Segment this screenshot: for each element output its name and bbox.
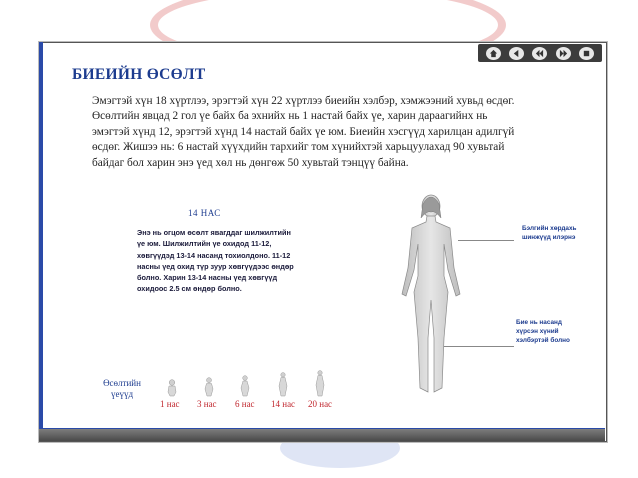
previous-button[interactable] — [509, 47, 524, 60]
stage-label-4: 14 нас — [271, 399, 296, 409]
rewind-icon — [535, 49, 544, 58]
home-icon — [489, 49, 498, 58]
stage-label-2: 3 нас — [197, 399, 217, 409]
stage-figure-3 — [239, 375, 251, 397]
annotation-line-top — [458, 240, 514, 241]
stage-label-1: 1 нас — [160, 399, 180, 409]
stage-figure-2 — [203, 377, 215, 397]
age-description: Энэ нь огцом өсөлт явагддаг шилжилтийн үе юм. Шилжилтийн үе охидод 11-12, хөвгүүдэд 13-14 насанд тохиолдоно. 11-12 насны үед охид түр зуур хөвгүүдээс өндөр болно. Харин 13-14 насны үед хөвгүүд охидоос 2.5 см өндөр болно. — [137, 228, 294, 294]
body-figure — [398, 188, 464, 398]
annotation-line-bottom — [444, 346, 514, 347]
bottom-bar — [39, 428, 605, 441]
rewind-button[interactable] — [532, 47, 547, 60]
growth-stages-title: Өсөлтийн үеүүд — [103, 378, 141, 399]
navigation-toolbar — [478, 44, 602, 62]
previous-icon — [512, 49, 521, 58]
stage-figure-1 — [166, 379, 178, 397]
home-button[interactable] — [486, 47, 501, 60]
fast-forward-button[interactable] — [556, 47, 571, 60]
fast-forward-icon — [559, 49, 568, 58]
stop-icon — [582, 49, 591, 58]
stage-label-3: 6 нас — [235, 399, 255, 409]
annotation-top: Бэлгийн хөрдахь шинжүүд илэрнэ — [522, 225, 577, 242]
intro-paragraph: Эмэгтэй хүн 18 хүртлээ, эрэгтэй хүн 22 хүртлээ биеийн хэлбэр, хэмжээний хувьд өсдөг. Өсөлтийн явцад 2 гол үе байх ба эхнийх нь 1 настай байх үе, харин дараагийнх нь эмэгтэй хүнд 12, эрэгтэй хүнд 14 настай байх үе юм. Биеийн хэсгүүд харилцан адилгүй өсдөг. Жишээ нь: 6 настай хүүхдийн тархийг том хүнийхтэй харьцуулахад 90 хувьтай байдаг бол харин энэ үед хөл нь дөнгөж 50 хувьтай тэнцүү байна. — [92, 95, 515, 169]
stop-button[interactable] — [579, 47, 594, 60]
page-title: БИЕИЙН ӨСӨЛТ — [72, 66, 206, 83]
stage-figure-5 — [314, 370, 326, 397]
annotation-bottom: Бие нь насанд хүрсэн хүний хэлбэртэй болно — [516, 319, 570, 345]
age-heading: 14 НАС — [188, 208, 221, 218]
stage-figure-4 — [277, 372, 289, 397]
frame-accent — [39, 42, 43, 440]
stage-label-5: 20 нас — [308, 399, 333, 409]
